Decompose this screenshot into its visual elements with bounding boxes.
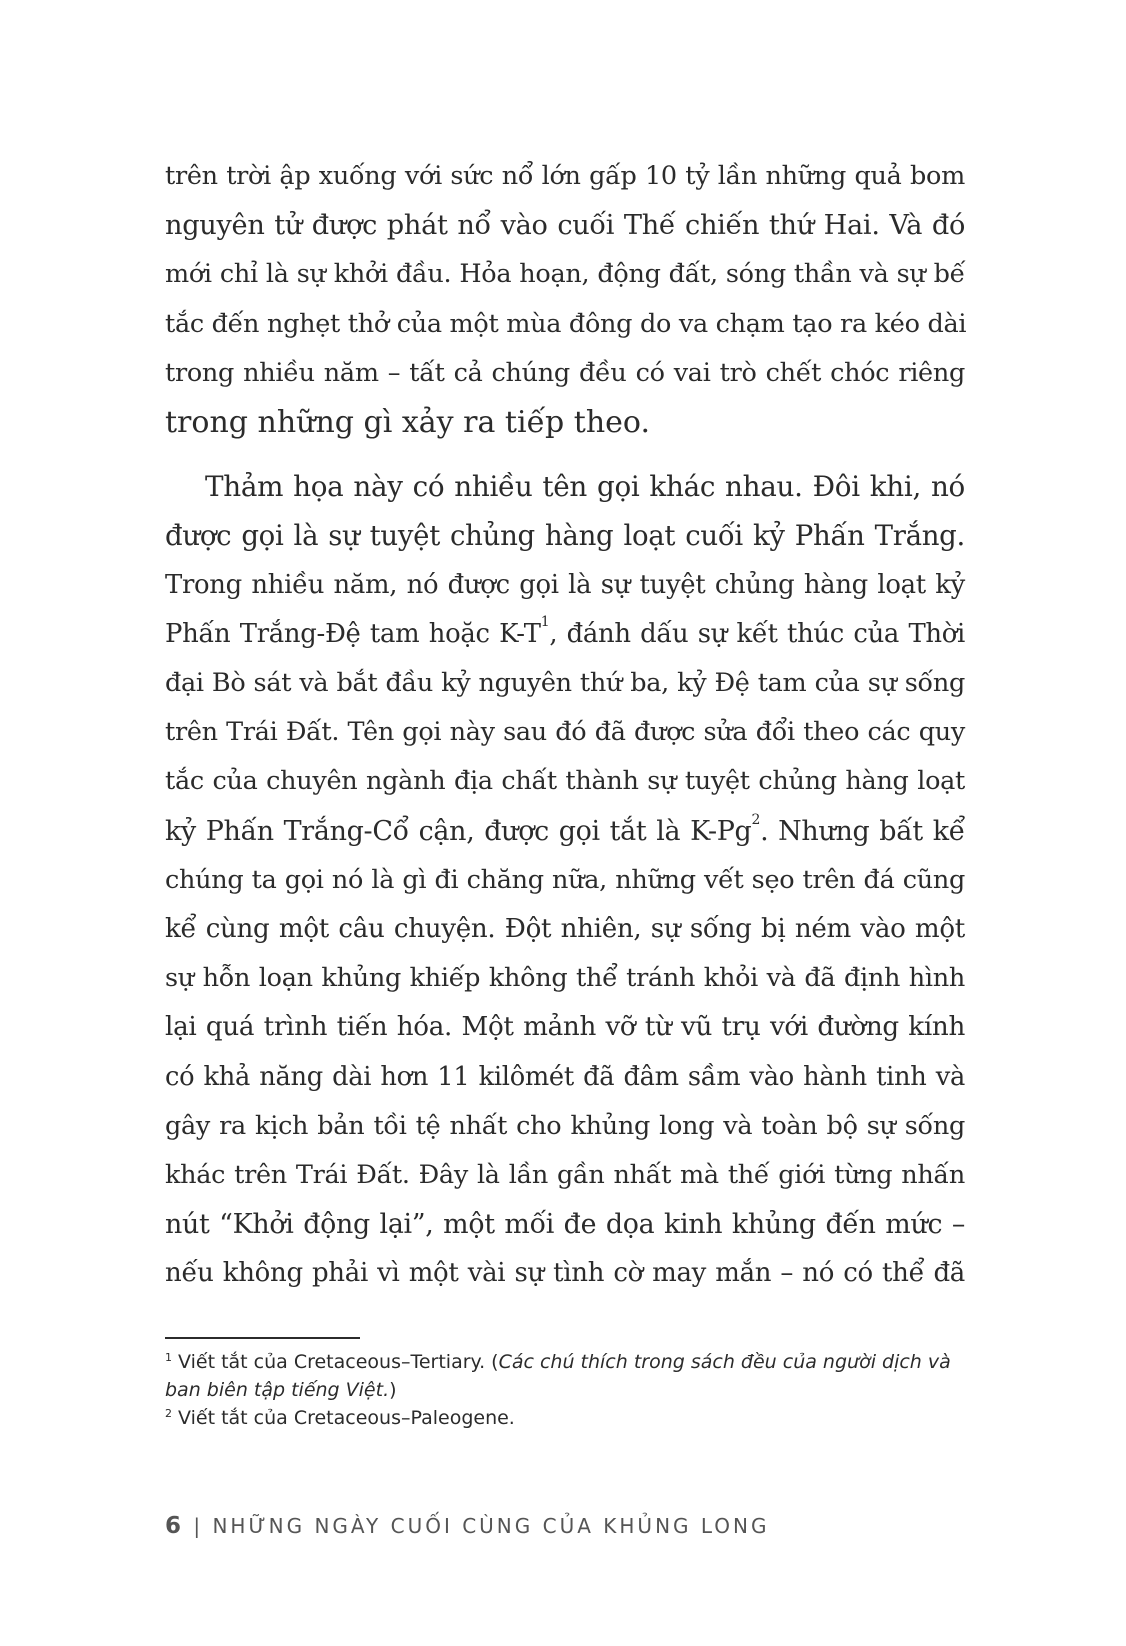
text-line: nút “Khởi động lại”, một mối đe dọa kinh khủng đến mức – — [165, 1209, 965, 1241]
text-line: khác trên Trái Đất. Đây là lần gần nhất mà thế giới từng nhấn — [165, 1160, 965, 1191]
footnote-reference: 1 — [540, 613, 550, 630]
page-number: 6 — [165, 1513, 185, 1539]
text-segment: , đánh dấu sự kết thúc của Thời — [549, 618, 965, 649]
footnote-reference: 2 — [751, 811, 761, 828]
footnote-close: ) — [389, 1379, 397, 1401]
text-line: Thảm họa này có nhiều tên gọi khác nhau. Đôi khi, nó — [205, 470, 965, 504]
body-text — [165, 152, 965, 1299]
text-line: tắc đến nghẹt thở của một mùa đông do va chạm tạo ra kéo dài — [165, 308, 967, 339]
text-line: đại Bò sát và bắt đầu kỷ nguyên thứ ba, kỷ Đệ tam của sự sống — [165, 668, 965, 699]
text-segment: . Nhưng bất kể — [760, 815, 965, 847]
footnote-text: Viết tắt của Cretaceous–Paleogene. — [172, 1407, 515, 1429]
footnotes — [165, 1348, 965, 1432]
text-line: trong những gì xảy ra tiếp theo. — [165, 405, 650, 441]
footnote-1 — [165, 1348, 965, 1404]
page-footer — [165, 1513, 770, 1539]
text-line: trên trời ập xuống với sức nổ lớn gấp 10 tỷ lần những quả bom — [165, 161, 965, 191]
text-line: sự hỗn loạn khủng khiếp không thể tránh khỏi và đã định hình — [165, 963, 965, 994]
text-line: Trong nhiều năm, nó được gọi là sự tuyệt chủng hàng loạt kỷ — [165, 569, 965, 600]
text-line: gây ra kịch bản tồi tệ nhất cho khủng long và toàn bộ sự sống — [165, 1110, 965, 1141]
footnote-marker: 1 — [165, 1351, 172, 1364]
text-line-with-footnote — [165, 610, 965, 659]
text-line: kể cùng một câu chuyện. Đột nhiên, sự sống bị ném vào một — [165, 914, 965, 945]
text-line: chúng ta gọi nó là gì đi chăng nữa, những vết sẹo trên đá cũng — [165, 864, 965, 895]
footnote-2 — [165, 1404, 965, 1432]
text-line: nếu không phải vì một vài sự tình cờ may mắn – nó có thể đã — [165, 1258, 965, 1289]
footnote-text: Viết tắt của Cretaceous–Tertiary. ( — [172, 1351, 499, 1373]
text-line: lại quá trình tiến hóa. Một mảnh vỡ từ vũ trụ với đường kính — [165, 1012, 965, 1043]
text-line: trong nhiều năm – tất cả chúng đều có vai trò chết chóc riêng — [165, 357, 965, 388]
footer-separator: | — [184, 1514, 213, 1538]
text-line: tắc của chuyên ngành địa chất thành sự tuyệt chủng hàng loạt — [165, 766, 965, 797]
paragraph-1 — [165, 152, 965, 447]
book-title: NHỮNG NGÀY CUỐI CÙNG CỦA KHỦNG LONG — [212, 1514, 770, 1538]
text-line: có khả năng dài hơn 11 kilômét đã đâm sầm vào hành tinh và — [165, 1061, 965, 1092]
footnote-marker: 2 — [165, 1407, 172, 1420]
text-line-with-footnote — [165, 807, 965, 856]
text-line: mới chỉ là sự khởi đầu. Hỏa hoạn, động đất, sóng thần và sự bế — [165, 259, 965, 290]
text-segment: kỷ Phấn Trắng-Cổ cận, được gọi tắt là K-Pg — [165, 815, 752, 847]
text-line: nguyên tử được phát nổ vào cuối Thế chiến thứ Hai. Và đó — [165, 210, 965, 242]
text-line: được gọi là sự tuyệt chủng hàng loạt cuối kỷ Phấn Trắng. — [165, 519, 965, 553]
footnote-italic-note: Các chú thích trong sách đều của người dịch và ban biên tập tiếng Việt. — [165, 1351, 951, 1401]
text-line: trên Trái Đất. Tên gọi này sau đó đã được sửa đổi theo các quy — [165, 717, 965, 748]
footnote-divider — [165, 1337, 360, 1339]
text-segment: Phấn Trắng-Đệ tam hoặc K-T — [165, 618, 541, 649]
paragraph-2 — [165, 462, 965, 1298]
